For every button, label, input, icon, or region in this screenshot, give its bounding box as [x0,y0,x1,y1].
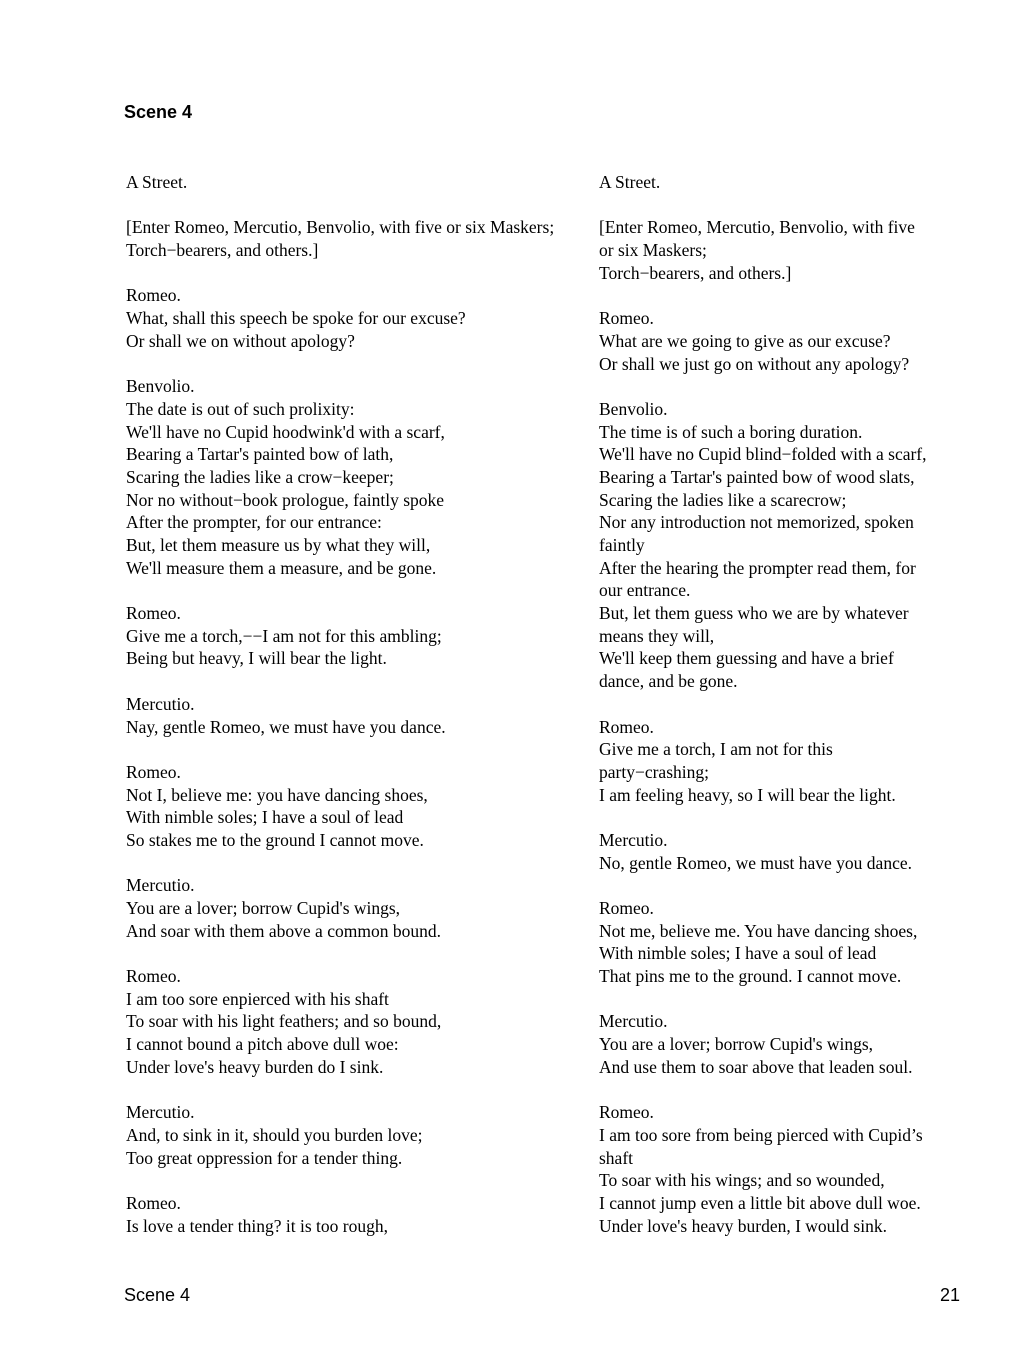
blank-line [126,1079,596,1102]
text-line: Mercutio. [599,829,668,850]
blank-line [599,375,959,398]
text-line: Under love's heavy burden, I would sink. [599,1215,887,1236]
text-line: party−crashing; [599,761,709,782]
blank-line [126,1169,596,1192]
text-line: Bearing a Tartar's painted bow of wood slats, [599,466,915,487]
text-line: means they will, [599,625,715,646]
text-line: Under love's heavy burden do I sink. [126,1056,384,1077]
text-line: Romeo. [126,966,181,987]
text-line: [Enter Romeo, Mercutio, Benvolio, with five or six Maskers; [126,217,555,238]
text-line: We'll have no Cupid blind−folded with a scarf, [599,444,927,465]
blank-line [126,194,596,217]
text-line: But, let them guess who we are by whatever [599,603,909,624]
blank-line [599,194,959,217]
text-line: Too great oppression for a tender thing. [126,1147,403,1168]
text-line: Mercutio. [599,1011,668,1032]
text-line: faintly [599,535,645,555]
text-line: Benvolio. [599,398,668,419]
text-line: I am feeling heavy, so I will bear the light. [599,784,896,805]
text-line: Bearing a Tartar's painted bow of lath, [126,444,394,465]
text-line: Romeo. [599,1102,654,1123]
text-line: The date is out of such prolixity: [126,398,355,419]
text-line: I am too sore from being pierced with Cupid’s [599,1124,923,1145]
text-line: And soar with them above a common bound. [126,920,441,941]
text-line: Being but heavy, I will bear the light. [126,648,387,669]
text-line: A Street. [599,172,661,192]
blank-line [126,852,596,875]
text-line: I cannot jump even a little bit above dull woe. [599,1192,921,1213]
text-line: or six Maskers; [599,240,707,261]
blank-line [126,942,596,965]
text-line: Mercutio. [126,1102,195,1123]
text-line: We'll keep them guessing and have a brief [599,648,894,669]
text-line: Not me, believe me. You have dancing shoes, [599,920,918,941]
blank-line [126,579,596,602]
text-line: We'll measure them a measure, and be gone. [126,557,437,578]
text-line: We'll have no Cupid hoodwink'd with a scarf, [126,421,445,442]
blank-line [599,806,959,829]
text-line: Nor no without−book prologue, faintly spoke [126,489,445,510]
text-line: With nimble soles; I have a soul of lead [126,807,404,828]
text-line: What are we going to give as our excuse? [599,330,891,351]
blank-line [599,284,959,307]
original-text-column [126,171,596,1237]
text-line: And, to sink in it, should you burden love; [126,1124,423,1145]
text-line: Nor any introduction not memorized, spoken [599,512,914,533]
footer-scene-label: Scene 4 [124,1285,191,1305]
text-line: Is love a tender thing? it is too rough, [126,1215,388,1236]
text-line: Mercutio. [126,693,195,714]
text-line: [Enter Romeo, Mercutio, Benvolio, with five [599,217,915,238]
modern-translation-column [599,171,959,1237]
text-line: The time is of such a boring duration. [599,421,863,442]
text-line: Romeo. [599,898,654,918]
text-line: But, let them measure us by what they will, [126,535,431,555]
footer-page-number: 21 [939,1285,960,1305]
blank-line [599,988,959,1011]
blank-line [126,670,596,693]
text-line: dance, and be gone. [599,671,738,692]
text-line: After the hearing the prompter read them, for [599,557,916,578]
text-line: After the prompter, for our entrance: [126,512,382,533]
text-line: Scaring the ladies like a scarecrow; [599,489,847,510]
text-line: Or shall we just go on without any apology? [599,353,910,374]
text-line: our entrance. [599,580,691,601]
text-line: No, gentle Romeo, we must have you dance. [599,852,912,873]
text-line: You are a lover; borrow Cupid's wings, [126,898,401,918]
text-line: And use them to soar above that leaden soul. [599,1056,913,1077]
text-line: You are a lover; borrow Cupid's wings, [599,1034,874,1055]
text-line: Romeo. [126,285,181,306]
text-line: I am too sore enpierced with his shaft [126,988,389,1009]
page-heading: Scene 4 [124,102,193,122]
text-line: Romeo. [599,716,654,737]
blank-line [126,353,596,376]
text-line: So stakes me to the ground I cannot move. [126,829,424,850]
text-line: Give me a torch,−−I am not for this ambling; [126,625,442,646]
text-line: Scaring the ladies like a crow−keeper; [126,466,394,487]
text-line: Give me a torch, I am not for this [599,739,833,760]
blank-line [126,738,596,761]
text-line: Nay, gentle Romeo, we must have you dance. [126,716,446,737]
text-line: Torch−bearers, and others.] [599,262,792,283]
text-line: What, shall this speech be spoke for our excuse? [126,308,466,329]
blank-line [599,693,959,716]
text-line: That pins me to the ground. I cannot move. [599,966,902,987]
text-line: To soar with his light feathers; and so bound, [126,1011,442,1032]
text-line: Mercutio. [126,875,195,896]
text-line: Romeo. [599,308,654,329]
text-line: Not I, believe me: you have dancing shoes, [126,784,428,805]
text-line: Romeo. [126,603,181,624]
text-line: Benvolio. [126,376,195,397]
text-line: To soar with his wings; and so wounded, [599,1170,885,1191]
blank-line [599,1079,959,1102]
text-line: With nimble soles; I have a soul of lead [599,943,877,964]
text-line: Torch−bearers, and others.] [126,240,319,261]
text-line: Or shall we on without apology? [126,330,355,351]
blank-line [599,874,959,897]
text-line: A Street. [126,172,188,192]
text-line: I cannot bound a pitch above dull woe: [126,1034,399,1055]
blank-line [126,262,596,285]
text-line: Romeo. [126,761,181,782]
text-line: Romeo. [126,1192,181,1213]
text-line: shaft [599,1147,634,1168]
